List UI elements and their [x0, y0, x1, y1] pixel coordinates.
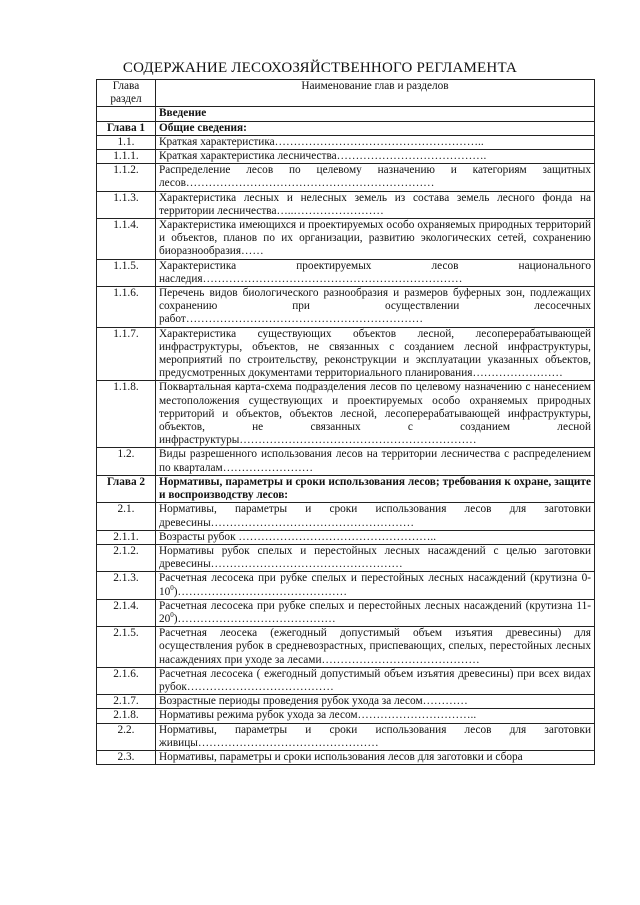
section-title[interactable]: Нормативы, параметры и сроки использования лесов; требования к охране, защите и воспроизводству лесов: [156, 475, 595, 502]
section-number: 2.3. [97, 750, 156, 764]
section-number: 2.1.7. [97, 695, 156, 709]
table-row [97, 191, 595, 218]
section-number: 1.1. [97, 135, 156, 149]
table-row [97, 381, 595, 448]
section-number: 1.1.5. [97, 259, 156, 286]
section-title[interactable]: Нормативы, параметры и сроки использования лесов для заготовки и сбора [156, 750, 595, 764]
table-row [97, 572, 595, 599]
section-title-text: Расчетная лесосека при рубке спелых и перестойных лесных насаждений (крутизна 0-10 [159, 572, 591, 598]
section-number: 2.2. [97, 723, 156, 750]
section-title[interactable]: Нормативы рубок спелых и перестойных лесных насаждений с целью заготовки древесины…………………………………………… [156, 544, 595, 571]
header-chapter-section: Глава раздел [97, 80, 156, 107]
section-number: Глава 1 [97, 121, 156, 135]
page-title: СОДЕРЖАНИЕ ЛЕСОХОЗЯЙСТВЕННОГО РЕГЛАМЕНТА [122, 60, 518, 76]
table-row [97, 599, 595, 626]
degree-superscript: 0 [170, 583, 174, 592]
table-row [97, 287, 595, 328]
header-title: Наименование глав и разделов [156, 80, 595, 107]
table-row [97, 107, 595, 121]
section-number: 1.1.8. [97, 381, 156, 448]
section-title[interactable]: Нормативы режима рубок ухода за лесом………………………….. [156, 709, 595, 723]
degree-superscript: 0 [170, 611, 174, 620]
section-title[interactable]: Возрасты рубок …………………………………………….. [156, 530, 595, 544]
section-title[interactable]: Характеристика лесных и нелесных земель из состава земель лесного фонда на территории лесничества…..…………………… [156, 191, 595, 218]
section-number: 2.1.6. [97, 667, 156, 694]
table-row [97, 695, 595, 709]
table-row [97, 150, 595, 164]
table-row [97, 448, 595, 475]
table-row [97, 475, 595, 502]
table-row [97, 219, 595, 260]
section-title[interactable]: Нормативы, параметры и сроки использования лесов для заготовки древесины……………………………………………… [156, 503, 595, 530]
section-number: 1.1.6. [97, 287, 156, 328]
contents-body [97, 107, 595, 765]
section-number: 2.1.8. [97, 709, 156, 723]
table-row [97, 627, 595, 668]
section-title[interactable] [156, 572, 595, 599]
section-title[interactable]: Расчетная лесосека ( ежегодный допустимый объем изъятия древесины) при всех видах рубок………………………………… [156, 667, 595, 694]
section-title[interactable]: Введение [156, 107, 595, 121]
section-title[interactable]: Характеристика имеющихся и проектируемых особо охраняемых природных территорий и объектов, планов по их организации, развитию экологических сетей, сохранению биоразнообразия…… [156, 219, 595, 260]
section-title[interactable] [156, 599, 595, 626]
table-header-row [97, 80, 595, 107]
table-row [97, 750, 595, 764]
section-title[interactable]: Распределение лесов по целевому назначению и категориям защитных лесов………………………………………………………… [156, 164, 595, 191]
table-row [97, 723, 595, 750]
section-title[interactable]: Краткая характеристика лесничества…………………………………. [156, 150, 595, 164]
section-title[interactable]: Перечень видов биологического разнообразия и размеров буферных зон, подлежащих сохранению при осуществлении лесосечных работ……………………………………………………… [156, 287, 595, 328]
section-number: 1.1.3. [97, 191, 156, 218]
table-row [97, 503, 595, 530]
section-title-text: Расчетная лесосека при рубке спелых и перестойных лесных насаждений (крутизна 11-20 [159, 599, 591, 625]
section-number [97, 107, 156, 121]
table-row [97, 164, 595, 191]
table-row [97, 709, 595, 723]
section-title[interactable]: Поквартальная карта-схема подразделения лесов по целевому назначению с нанесением местоположения существующих и проектируемых особо охраняемых природных территорий и объектов, объектов лесной, лесоперерабатывающей инфраструктуры, объектов, не связанных с созданием лесной инфраструктуры……………………………………………………… [156, 381, 595, 448]
section-number: 1.1.4. [97, 219, 156, 260]
section-title[interactable]: Общие сведения: [156, 121, 595, 135]
section-number: 1.1.1. [97, 150, 156, 164]
table-row [97, 530, 595, 544]
section-title[interactable]: Расчетная леосека (ежегодный допустимый объем изъятия древесины) для осуществления рубок в средневозрастных, приспевающих, спелых, перестойных лесных насаждениях при уходе за лесами…………………………………… [156, 627, 595, 668]
section-title[interactable]: Характеристика проектируемых лесов национального наследия…………………………………………………………… [156, 259, 595, 286]
section-number: 1.1.2. [97, 164, 156, 191]
table-row [97, 259, 595, 286]
section-number: 2.1.1. [97, 530, 156, 544]
table-row [97, 135, 595, 149]
section-title[interactable]: Возрастные периоды проведения рубок ухода за лесом………… [156, 695, 595, 709]
section-number: 2.1.2. [97, 544, 156, 571]
section-title-tail: )……………………………………… [173, 585, 348, 598]
section-number: 2.1.5. [97, 627, 156, 668]
section-title[interactable]: Нормативы, параметры и сроки использования лесов для заготовки живицы………………………………………… [156, 723, 595, 750]
section-title[interactable]: Характеристика существующих объектов лесной, лесоперерабатывающей инфраструктуры, объектов, не связанных с созданием лесной инфраструктуры, мероприятий по строительству, реконструкции и эксплуатации указанных объектов, предусмотренных документами территориального планирования…………………… [156, 327, 595, 381]
section-title-tail: )…………………………………… [173, 612, 336, 625]
table-row [97, 327, 595, 381]
section-title[interactable]: Краткая характеристика……………………………………………….. [156, 135, 595, 149]
section-title[interactable]: Виды разрешенного использования лесов на территории лесничества с распределением по кварталам…………………… [156, 448, 595, 475]
section-number: Глава 2 [97, 475, 156, 502]
section-number: 1.1.7. [97, 327, 156, 381]
table-row [97, 544, 595, 571]
section-number: 2.1.4. [97, 599, 156, 626]
section-number: 2.1.3. [97, 572, 156, 599]
section-number: 1.2. [97, 448, 156, 475]
table-row [97, 667, 595, 694]
contents-table [96, 79, 595, 765]
table-row [97, 121, 595, 135]
section-number: 2.1. [97, 503, 156, 530]
